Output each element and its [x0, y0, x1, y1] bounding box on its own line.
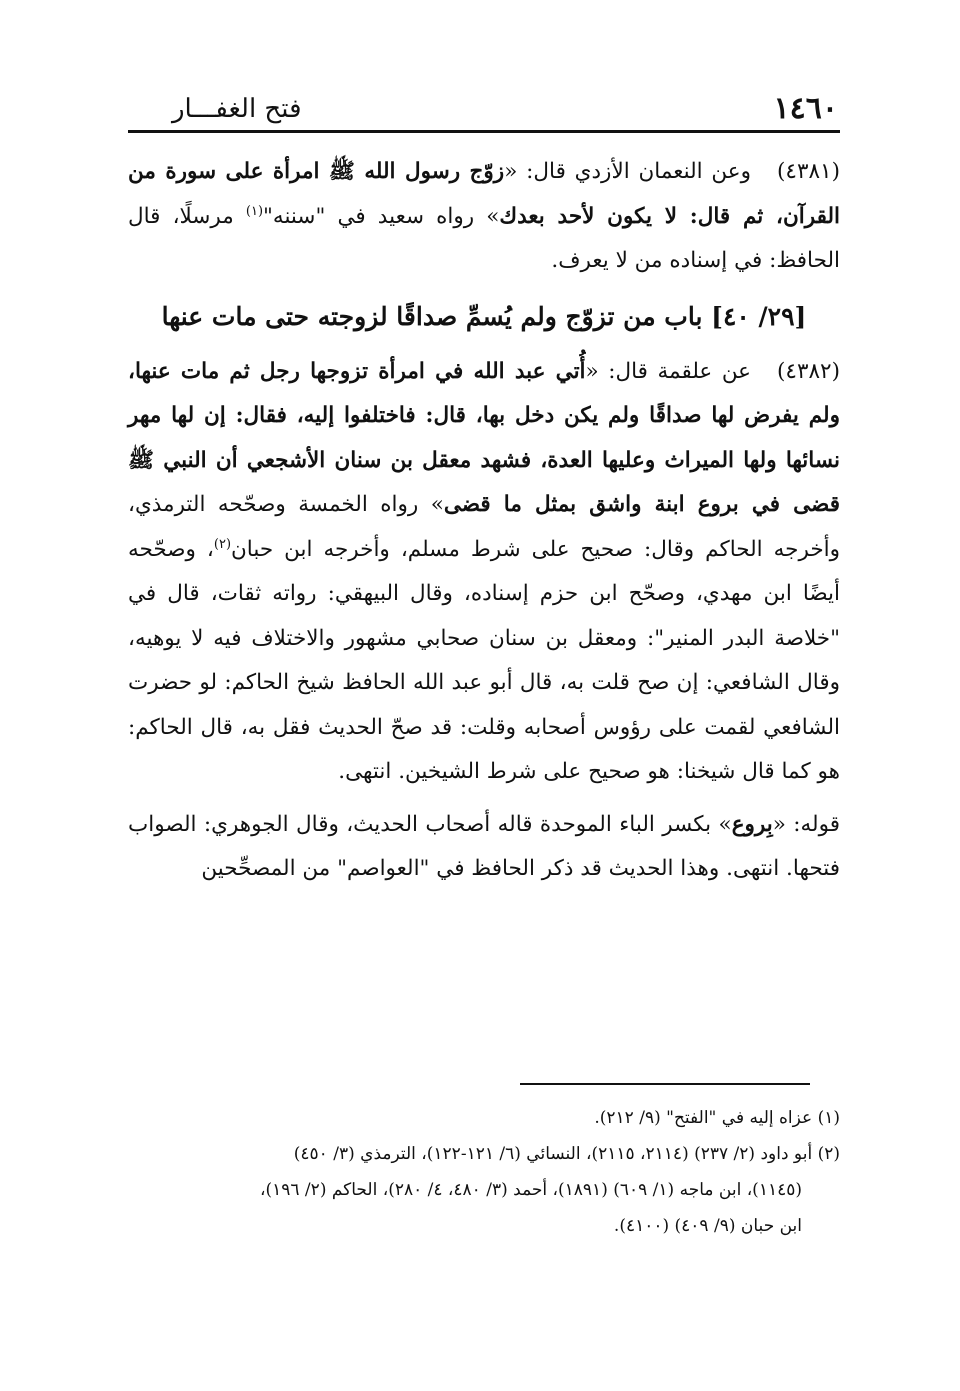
footnote-2-continued: ابن حبان (٩/ ٤٠٩) (٤١٠٠). — [613, 1216, 802, 1236]
chapter-heading: [٢٩/ ٤٠] باب من تزوّج ولم يُسمِّ صداقًا لزوجته حتى مات عنها — [161, 301, 807, 331]
hadith-tail: مرسلًا، قال الحافظ: في إسناده من لا يعرف. — [128, 203, 840, 273]
hadith-lead: عن علقمة قال: « — [585, 358, 752, 384]
footnote-2-continued: (١١٤٥)، ابن ماجه (١/ ٦٠٩) (١٨٩١)، أحمد (٣/ ٤٨٠، ٤/ ٢٨٠)، الحاكم (٢/ ١٩٦)، — [260, 1180, 802, 1200]
main-text — [128, 150, 840, 892]
hadith-number: (٤٣٨٢) — [777, 358, 840, 384]
commentary-word: بِروع — [731, 811, 773, 837]
footnote-marker[interactable]: (٢) — [213, 536, 232, 552]
page-header — [128, 78, 840, 133]
hadith-citation: » رواه سعيد في "سننه" — [263, 203, 500, 229]
commentary-paragraph — [128, 803, 840, 892]
hadith-lead: وعن النعمان الأزدي قال: « — [504, 159, 752, 184]
running-title: فتح الغفـــار — [172, 94, 302, 124]
hadith-4382-paragraph — [128, 350, 840, 795]
hadith-tail: ، وصحّحه أيضًا ابن مهدي، وصحّح ابن حزم إسناده، وقال البيهقي: رواته ثقات، قال في "خلاصة البدر المنير": ومعقل بن سنان صحابي مشهور والاختلاف فيه لا يوهيه، وقال الشافعي: إن صح قلت به، قال أبو عبد الله الحافظ شيخ الحاكم: لو حضرت الشافعي لقمت على رؤوس أصحابه وقلت: قد صحّ الحديث فقل به، قال الحاكم: هو كما قال شيخنا: هو صحيح على شرط الشيخين. انتهى. — [128, 536, 840, 784]
footnotes — [128, 1100, 840, 1244]
commentary-text: » بكسر الباء الموحدة قاله أصحاب الحديث، وقال الجوهري: الصواب فتحها. انتهى. وهذا الحديث قد ذكر الحافظ في "العواصم" من المصحِّحين — [128, 811, 840, 881]
footnote-divider — [520, 1083, 810, 1085]
hadith-matn: زوّج رسول الله ﷺ امرأة على سورة من القرآن، ثم قال: لا يكون لأحد بعدك — [128, 159, 840, 229]
page-number: ١٤٦٠ — [773, 91, 838, 126]
hadith-citation: » رواه الخمسة وصحّحه الترمذي، وأخرجه الحاكم وقال: صحيح على شرط مسلم، وأخرجه ابن حبان — [128, 492, 840, 562]
hadith-4381-paragraph — [128, 150, 840, 284]
footnote-2: (٢) أبو داود (٢/ ٢٣٧) (٢١١٤، ٢١١٥)، النسائي (٦/ ١٢١-١٢٢)، الترمذي (٣/ ٤٥٠) — [293, 1144, 840, 1164]
hadith-number: (٤٣٨١) — [777, 159, 840, 184]
footnote-marker[interactable]: (١) — [245, 203, 264, 219]
footnote-1: (١) عزاه إليه في "الفتح" (٩/ ٢١٢). — [594, 1108, 840, 1128]
commentary-lead: قوله: « — [772, 811, 840, 837]
hadith-matn: أُتي عبد الله في امرأة تزوجها رجل ثم مات عنها، ولم يفرض لها صداقًا ولم يكن دخل بها، قال: فاختلفوا إليه، فقال: إن لها مهر نسائها ولها الميراث وعليها العدة، فشهد معقل بن سنان الأشجعي أن النبي ﷺ قضى في بروع ابنة واشق بمثل ما قضى — [128, 358, 840, 517]
